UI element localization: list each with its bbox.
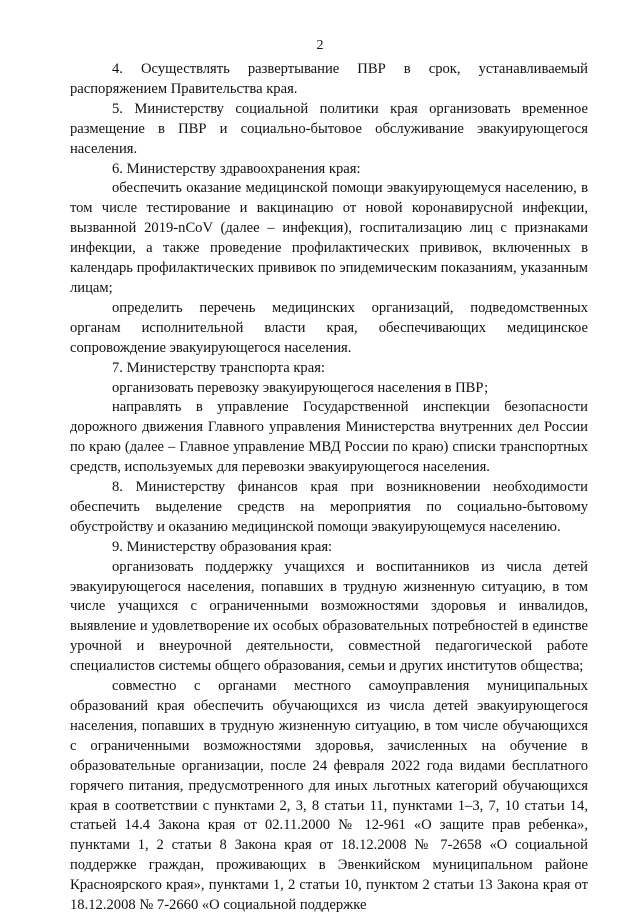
document-body xyxy=(70,60,588,916)
paragraph-traffic-police: направлять в управление Государственной инспекции безопасности дорожного движения Главного управления Министерства внутренних дел России по краю (далее – Главное управление МВД России по краю) списки транспортных средств, используемых для перевозки эвакуирующегося населения. xyxy=(70,399,588,476)
paragraph-item-5: 5. Министерству социальной политики края организовать временное размещение в ПВР и социально-бытовое обслуживание эвакуирующегося населения. xyxy=(70,100,588,157)
paragraph-item-6: 6. Министерству здравоохранения края: xyxy=(112,160,361,177)
paragraph-item-8: 8. Министерству финансов края при возникновении необходимости обеспечить выделение средств на мероприятия по социально-бытовому обустройству и оказанию медицинской помощи эвакуирующемуся населению. xyxy=(70,479,588,535)
page-number: 2 xyxy=(316,38,324,53)
paragraph-medical-organizations: определить перечень медицинских организаций, подведомственных органам исполнительной власти края, обеспечивающих медицинское сопровождение эвакуирующегося населения. xyxy=(70,299,588,356)
paragraph-item-9: 9. Министерству образования края: xyxy=(112,538,333,555)
paragraph-item-4: 4. Осуществлять развертывание ПВР в срок, устанавливаемый распоряжением Правительства края. xyxy=(70,61,588,97)
paragraph-free-meals: совместно с органами местного самоуправления муниципальных образований края обеспечить обучающихся из числа детей эвакуирующегося населения, попавших в трудную жизненную ситуацию, в том числе обучающихся с ограниченными возможностями здоровья, зачисленных на обучение в образовательные организации, после 24 февраля 2022 года видами бесплатного горячего питания, предусмотренного для иных льготных категорий обучающихся края в соответствии с пунктами 2, 3, 8 статьи 11, пунктами 1–3, 7, 10 статьи 14, статьей 14.4 Закона края от 02.11.2000 № 12-961 «О защите прав ребенка», пунктами 1, 2 статьи 8 Закона края от 18.12.2008 № 7-2658 «О социальной поддержке граждан, проживающих в Эвенкийском муниципальном районе Красноярского края», пунктами 1, 2 статьи 10, пунктом 2 статьи 13 Закона края от 18.12.2008 № 7-2660 «О социальной поддержке xyxy=(70,678,588,914)
paragraph-student-support: организовать поддержку учащихся и воспитанников из числа детей эвакуирующегося населения, попавших в трудную жизненную ситуацию, в том числе учащихся с ограниченными возможностями здоровья и инвалидов, выявление и удовлетворение их особых образовательных потребностей в единстве урочной и внеурочной деятельности, совместной педагогической работе специалистов системы общего образования, семьи и других институтов общества; xyxy=(70,558,588,675)
paragraph-transport: организовать перевозку эвакуирующегося населения в ПВР; xyxy=(112,379,489,396)
paragraph-medical-care: обеспечить оказание медицинской помощи эвакуирующемуся населению, в том числе тестирование и вакцинацию от новой коронавирусной инфекции, вызванной 2019-nCoV (далее – инфекция), госпитализацию лиц с признаками инфекции, а также проведение профилактических прививок, включенных в календарь профилактических прививок по эпидемическим показаниям, указанным лицам; xyxy=(70,180,588,296)
paragraph-item-7: 7. Министерству транспорта края: xyxy=(112,359,325,376)
